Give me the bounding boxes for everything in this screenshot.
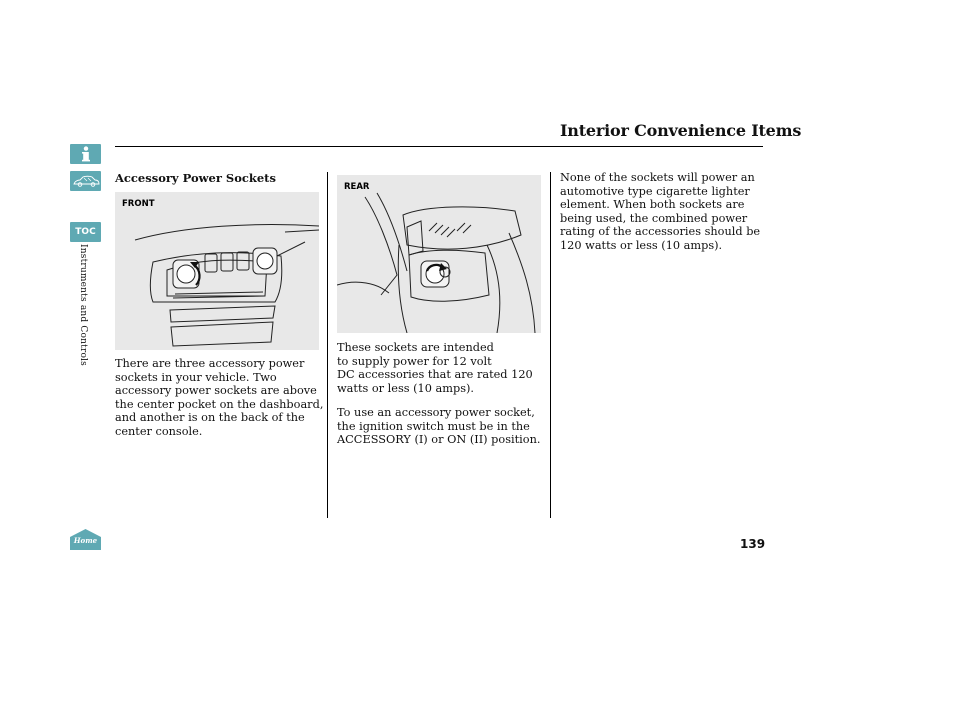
right-text-line: rating of the accessories should be (560, 225, 761, 238)
front-socket-drawing (115, 192, 319, 350)
middle-text-line: to supply power for 12 volt (337, 354, 492, 368)
right-text-line: element. When both sockets are (560, 198, 745, 211)
home-label: Home (73, 536, 98, 545)
front-figure-label: FRONT (122, 199, 155, 209)
rear-socket-figure (337, 175, 541, 333)
info-glyph (80, 146, 92, 162)
rear-socket-drawing (337, 175, 541, 333)
left-paragraph (115, 357, 323, 438)
middle-text-line: ACCESSORY (I) or ON (II) position. (337, 433, 541, 446)
middle-paragraph-1 (337, 341, 533, 395)
right-text-line: being used, the combined power (560, 211, 748, 225)
left-text-line: and another is on the back of the (115, 411, 305, 424)
left-text-line: the center pocket on the dashboard, (115, 397, 324, 411)
middle-text-line: DC accessories that are rated 120 (337, 368, 533, 381)
right-text-line: 120 watts or less (10 amps). (560, 238, 723, 252)
left-text-line: center console. (115, 424, 203, 438)
left-text-line: There are three accessory power (115, 357, 305, 370)
page-number: 139 (740, 537, 766, 551)
right-text-line: None of the sockets will power an (560, 171, 755, 184)
section-side-label: Instruments and Controls (78, 244, 88, 366)
column-divider-left (327, 172, 328, 518)
left-text-line: accessory power sockets are above (115, 384, 317, 397)
right-paragraph (560, 171, 760, 252)
middle-text-line: watts or less (10 amps). (337, 381, 474, 395)
info-icon[interactable] (70, 144, 101, 164)
home-button[interactable] (70, 529, 101, 550)
middle-paragraph-2 (337, 406, 540, 447)
right-text-line: automotive type cigarette lighter (560, 184, 750, 198)
car-icon[interactable] (70, 171, 101, 191)
car-glyph (72, 174, 100, 188)
middle-text-line: the ignition switch must be in the (337, 419, 530, 433)
left-text-line: sockets in your vehicle. Two (115, 370, 277, 384)
section-heading: Accessory Power Sockets (115, 171, 276, 185)
toc-button[interactable] (70, 222, 101, 242)
front-socket-figure (115, 192, 319, 350)
page-title: Interior Convenience Items (560, 121, 802, 140)
toc-label: TOC (75, 227, 96, 237)
header-rule (115, 146, 763, 147)
middle-text-line: These sockets are intended (337, 341, 494, 354)
rear-figure-label: REAR (344, 182, 370, 192)
middle-text-line: To use an accessory power socket, (337, 406, 535, 419)
column-divider-right (550, 172, 551, 518)
